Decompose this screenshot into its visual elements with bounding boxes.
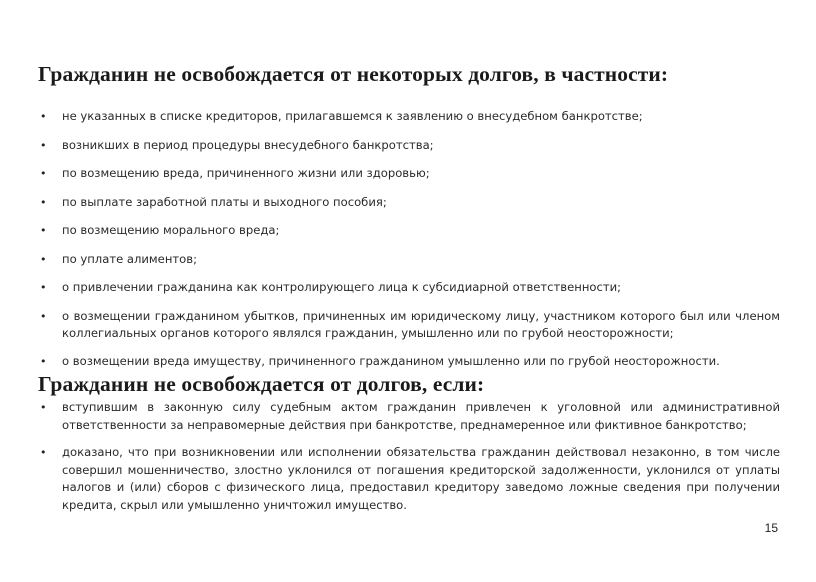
list-item bbox=[38, 279, 780, 297]
page-number: 15 bbox=[764, 521, 778, 535]
list-item bbox=[38, 444, 780, 514]
list-item-text: возникших в период процедуры внесудебного банкротства; bbox=[62, 137, 434, 152]
list-item bbox=[38, 222, 780, 240]
bullet-icon: • bbox=[40, 354, 47, 368]
list-item bbox=[38, 308, 780, 343]
list-item bbox=[38, 194, 780, 212]
bullet-icon: • bbox=[40, 252, 47, 266]
section-heading-full-debts: Гражданин не освобождается от долгов, если: bbox=[38, 372, 485, 396]
list-item bbox=[38, 251, 780, 269]
list-item bbox=[38, 399, 780, 434]
bullet-icon: • bbox=[40, 110, 47, 123]
section-heading-partial-debts: Гражданин не освобождается от некоторых долгов, в частности: bbox=[38, 62, 669, 86]
bullet-icon: • bbox=[40, 281, 47, 294]
list-item-text: по возмещению морального вреда; bbox=[62, 223, 280, 237]
bullet-icon: • bbox=[40, 401, 47, 414]
list-item bbox=[38, 353, 780, 371]
partial-debts-list bbox=[38, 108, 780, 381]
list-item-text: не указанных в списке кредиторов, прилагавшемся к заявлению о внесудебном банкротстве; bbox=[62, 109, 643, 123]
list-item-text: о возмещении вреда имуществу, причиненного гражданином умышленно или по грубой неосторожности. bbox=[62, 353, 720, 368]
list-item-text: по возмещению вреда, причиненного жизни или здоровью; bbox=[62, 166, 430, 180]
list-item-text: о возмещении гражданином убытков, причиненных им юридическому лицу, участником которого был или членом коллегиальных органов которого являлся гражданин, умышленно или по грубой неосторожности; bbox=[62, 308, 780, 340]
list-item-text: по выплате заработной платы и выходного пособия; bbox=[62, 194, 387, 209]
bullet-icon: • bbox=[40, 138, 47, 152]
list-item-text: доказано, что при возникновении или исполнении обязательства гражданин действовал незаконно, в том числе совершил мошенничество, злостно уклонился от погашения кредиторской задолженности, уклонился от уплаты налогов и (или) сборов с физического лица, предоставил кредитору заведомо ложные сведения при получении кредита, скрыл или умышленно уничтожил имущество. bbox=[62, 445, 780, 512]
list-item bbox=[38, 108, 780, 126]
bullet-icon: • bbox=[40, 309, 47, 323]
bullet-icon: • bbox=[40, 195, 47, 209]
list-item-text: по уплате алиментов; bbox=[62, 251, 197, 266]
list-item bbox=[38, 137, 780, 155]
list-item-text: вступившим в законную силу судебным актом гражданин привлечен к уголовной или административной ответственности за неправомерные действия при банкротстве, преднамеренное или фиктивное банкротство; bbox=[62, 400, 780, 432]
full-debts-list bbox=[38, 399, 780, 524]
bullet-icon: • bbox=[40, 167, 47, 180]
bullet-icon: • bbox=[40, 446, 47, 459]
bullet-icon: • bbox=[40, 224, 47, 237]
list-item-text: о привлечении гражданина как контролирующего лица к субсидиарной ответственности; bbox=[62, 280, 622, 294]
list-item bbox=[38, 165, 780, 183]
